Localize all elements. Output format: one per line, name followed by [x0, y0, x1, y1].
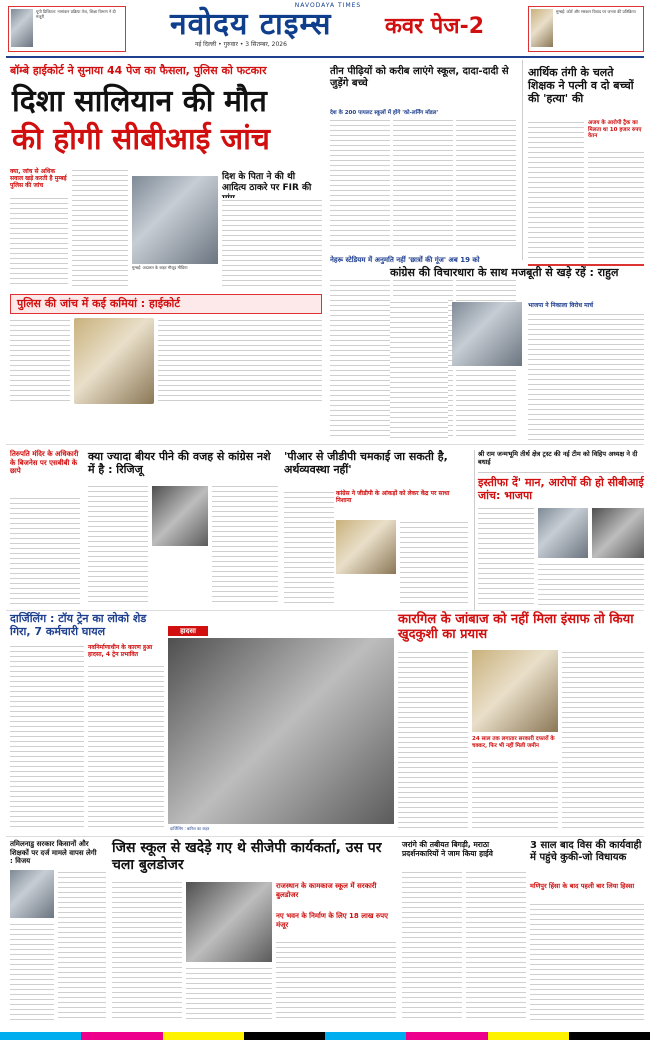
bjp-col1 — [478, 506, 534, 606]
rijiju-col1 — [88, 484, 148, 606]
right-top-subhead: देश के 200 पायलट स्कूलों में होंगे 'को-लर्निंग मॉडल' — [330, 110, 439, 116]
row-divider-2 — [6, 610, 644, 611]
date-line: नई दिल्ली • गुरुवार • 3 सितम्बर, 2026 — [195, 41, 287, 48]
rijiju-col2 — [212, 484, 278, 606]
brand-name: नवोदय टाइम्स — [170, 7, 332, 42]
bulldozer-col1 — [112, 880, 182, 1020]
side-col1 — [528, 120, 584, 260]
left-promo-photo — [11, 9, 33, 47]
mla-headline: 3 साल बाद विस की कार्यवाही में पहुंचे कुकी-जो विधायक — [530, 840, 642, 863]
mla-col — [530, 902, 644, 1020]
darjeeling-headline: दार्जिलिंग : टॉय ट्रेन का लोको शेड गिरा, 7 कर्मचारी घायल — [10, 612, 147, 638]
right-top-col2 — [393, 118, 453, 248]
kargil-headline: कारगिल के जांबाज को नहीं मिला इंसाफ तो किया खुदकुशी का प्रयास — [398, 612, 634, 642]
gdp-photo — [336, 520, 396, 574]
quote-text — [158, 318, 322, 402]
congress-sub: भाजपा ने निकाला विरोध मार्च — [528, 302, 594, 309]
gdp-sub: कांग्रेस ने जीडीपी के आंकड़ों को लेकर केंद्र पर साधा निशाना — [336, 490, 450, 504]
jarange-headline: जरांगे की तबीयत बिगड़ी, मराठा प्रदर्शनकारियों ने जाम किया हाईवे — [402, 840, 493, 858]
tamil-col1 — [58, 870, 106, 1020]
row-divider-3 — [6, 836, 644, 837]
congress-col1 — [390, 300, 448, 440]
section-title: कवर पेज-2 — [385, 14, 485, 39]
masthead-rule — [6, 56, 644, 58]
ram-headline: श्री राम जन्मभूमि तीर्थ क्षेत्र ट्रस्ट की नई टीम को विहिप अध्यक्ष ने दी बधाई — [478, 450, 638, 466]
main-text-col3 — [222, 198, 322, 288]
main-kicker: बॉम्बे हाईकोर्ट ने सुनाया 44 पेज का फैसला, पुलिस को फटकार — [10, 64, 267, 77]
portrait-photo — [74, 318, 154, 404]
main-text-col1 — [10, 196, 68, 288]
stadium-headline: नेहरू स्टेडियम में अनुमति नहीं 'छात्रों की गूंज' अब 19 को — [330, 256, 480, 264]
right-top-col1 — [330, 118, 390, 248]
left-promo-text: यूपी डिजिटल: नामांकन प्रक्रिया तेज, शिक्षा विभाग ने दी मंजूरी — [36, 9, 116, 19]
col-divider-2 — [474, 450, 475, 610]
jarange-col2 — [466, 870, 526, 1020]
temple-headline: तिरुपति मंदिर के अधिकारी के बिजनेस पर एसबीबी के छापे — [10, 450, 79, 475]
row-divider — [6, 444, 644, 445]
brand-logo — [170, 8, 360, 42]
gdp-headline: 'पीआर से जीडीपी चमकाई जा सकती है, अर्थव्यवस्था नहीं' — [284, 450, 448, 476]
col-divider — [522, 60, 523, 260]
congress-col2 — [528, 312, 644, 440]
kargil-photo — [472, 650, 558, 732]
color-registration-bar — [0, 1032, 650, 1040]
darjeeling-col2 — [88, 664, 164, 828]
kargil-photo-caption: 24 साल तक लगातार सरकारी दफ्तरों के चक्कर, फिर भी नहीं मिली जमीन — [472, 736, 555, 749]
accident-caption: दार्जिलिंग : बारिश का कहर — [170, 826, 210, 831]
main-sub-left: क्या, जांच से अधिक सवाल खड़े करती है मुम्बई पुलिस की जांच — [10, 168, 67, 189]
jarange-col1 — [402, 870, 462, 1020]
gdp-col1 — [284, 490, 334, 606]
accident-label: हादसा — [168, 626, 208, 636]
temple-text — [10, 496, 80, 606]
rijiju-photo — [152, 486, 208, 546]
bulldozer-col2 — [186, 966, 272, 1020]
bulldozer-photo — [186, 882, 272, 962]
right-promo-photo — [531, 9, 553, 47]
tamil-col2 — [10, 922, 54, 1020]
ram-rule — [478, 472, 644, 473]
bulldozer-bullet2: नए भवन के निर्माण के लिए 18 लाख रुपए मंजूर — [276, 912, 388, 929]
court-photo — [132, 176, 218, 264]
right-promo-box — [528, 6, 644, 52]
side-col2 — [588, 150, 644, 260]
bulldozer-headline: जिस स्कूल से खदेड़े गए थे सीजेपी कार्यकर्ता, उस पर चला बुलडोजर — [112, 840, 382, 873]
main-headline-line2: की होगी सीबीआई जांच — [12, 122, 270, 157]
side-sub: अजय के आरोपी ट्रैक का मिलता था 10 हजार रुपए वेतन — [588, 120, 642, 139]
bulldozer-bullet1: राजस्थान के कामकाज स्कूल में सरकारी बुलडोजर — [276, 882, 377, 899]
bjp-headline: इस्तीफा दें' मान, आरोपों की हो सीबीआई जांच: भाजपा — [478, 476, 644, 502]
side-headline: आर्थिक तंगी के चलते शिक्षक ने पत्नी व दो बच्चों की 'हत्या' की — [528, 66, 634, 105]
mla-sub: मणिपुर हिंसा के बाद पहली बार लिया हिस्सा — [530, 882, 635, 890]
kargil-col1 — [398, 650, 468, 830]
court-photo-caption: मुम्बई: अदालत के बाहर मौजूद मीडिया — [132, 265, 188, 270]
rijiju-headline: क्या ज्यादा बीयर पीने की वजह से कांग्रेस नशे में है : रिजिजू — [88, 450, 271, 476]
stadium-col1 — [330, 278, 390, 438]
main-headline-line1: दिशा सालियान की मौत — [12, 84, 267, 119]
accident-photo — [168, 638, 394, 824]
bjp-photo1 — [538, 508, 588, 558]
quote-bar: पुलिस की जांच में कई कमियां : हाईकोर्ट — [10, 294, 322, 314]
kargil-col2 — [472, 760, 558, 830]
right-top-col3 — [456, 118, 516, 248]
right-promo-text: मुम्बई: कोर्ट और सरकार विवाद पर जनता की प्रतिक्रिया — [556, 9, 636, 14]
gdp-col2 — [400, 520, 468, 606]
main-sub-right: दिश के पिता ने की थी आदित्य ठाकरे पर FIR की — [222, 172, 312, 193]
left-promo-box — [8, 6, 126, 52]
darjeeling-col1 — [10, 644, 84, 828]
kargil-col3 — [562, 650, 644, 830]
bjp-col2 — [538, 562, 644, 606]
bjp-photo2 — [592, 508, 644, 558]
bulldozer-col3 — [276, 940, 396, 1020]
darjeeling-sub: नवनिर्माणाधीन के कारण हुआ हादसा, 4 ट्रेन प्रभावित — [88, 644, 153, 658]
tamil-photo — [10, 870, 54, 918]
masthead-tagline: NAVODAYA TIMES — [294, 2, 362, 9]
tamil-headline: तमिलनाडु सरकार किसानों और शिक्षकों पर दर्ज मामले वापस लेगी : विजय — [10, 840, 97, 865]
congress-headline: कांग्रेस की विचारधारा के साथ मजबूती से खड़े रहें : राहुल — [390, 266, 619, 279]
right-top-headline: तीन पीढ़ियों को करीब लाएंगे स्कूल, दादा-दादी से जुड़ेंगे बच्चे — [330, 66, 509, 89]
quote-col1 — [10, 318, 70, 402]
rahul-photo — [452, 302, 522, 366]
main-text-col2 — [72, 168, 128, 288]
